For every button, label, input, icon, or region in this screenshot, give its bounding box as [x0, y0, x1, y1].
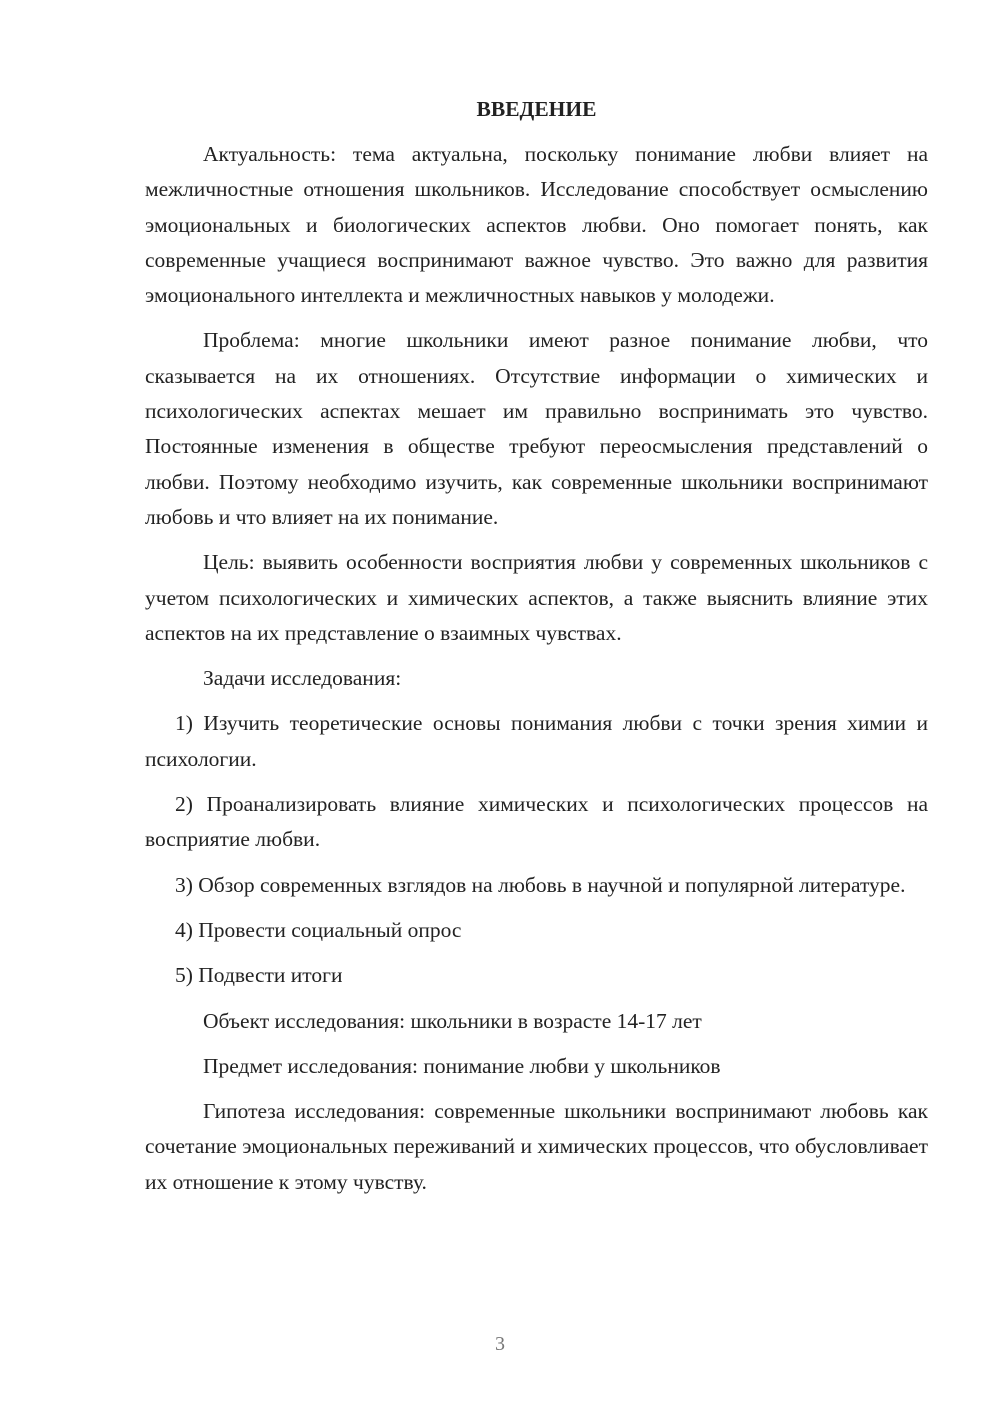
paragraph-hypothesis: Гипотеза исследования: современные школьники воспринимают любовь как сочетание эмоциональных переживаний и химических процессов, что обусловливает их отношение к этому чувству. — [145, 1099, 928, 1194]
task-item-5: 5) Подвести итоги — [175, 963, 343, 988]
tasks-heading: Задачи исследования: — [203, 666, 402, 691]
task-item-4: 4) Провести социальный опрос — [175, 917, 462, 942]
task-item-3: 3) Обзор современных взглядов на любовь в научной и популярной литературе. — [175, 872, 906, 897]
paragraph-actuality: Актуальность: тема актуальна, поскольку понимание любви влияет на межличностные отношения школьников. Исследование способствует осмыслению эмоциональных и биологических аспектов любви. Оно помогает понять, как современные учащиеся воспринимают важное чувство. Это важно для развития эмоционального интеллекта и межличностных навыков у молодежи. — [145, 142, 928, 308]
paragraph-goal: Цель: выявить особенности восприятия любви у современных школьников с учетом психологических и химических аспектов, а также выяснить влияние этих аспектов на их представление о взаимных чувствах. — [145, 550, 928, 645]
section-title: ВВЕДЕНИЕ — [476, 97, 597, 121]
document-page — [145, 92, 928, 1210]
task-item-1: 1) Изучить теоретические основы понимания любви с точки зрения химии и психологии. — [145, 711, 928, 771]
page-number: 3 — [495, 1333, 505, 1355]
paragraph-problem: Проблема: многие школьники имеют разное понимание любви, что сказывается на их отношениях. Отсутствие информации о химических и психологических аспектах мешает им правильно воспринимать это чувство. Постоянные изменения в обществе требуют переосмысления представлений о любви. Поэтому необходимо изучить, как современные школьники воспринимают любовь и что влияет на их понимание. — [145, 328, 928, 529]
paragraph-subject: Предмет исследования: понимание любви у школьников — [203, 1053, 721, 1078]
task-item-2: 2) Проанализировать влияние химических и психологических процессов на восприятие любви. — [145, 792, 928, 852]
paragraph-object: Объект исследования: школьники в возрасте 14-17 лет — [203, 1008, 702, 1033]
